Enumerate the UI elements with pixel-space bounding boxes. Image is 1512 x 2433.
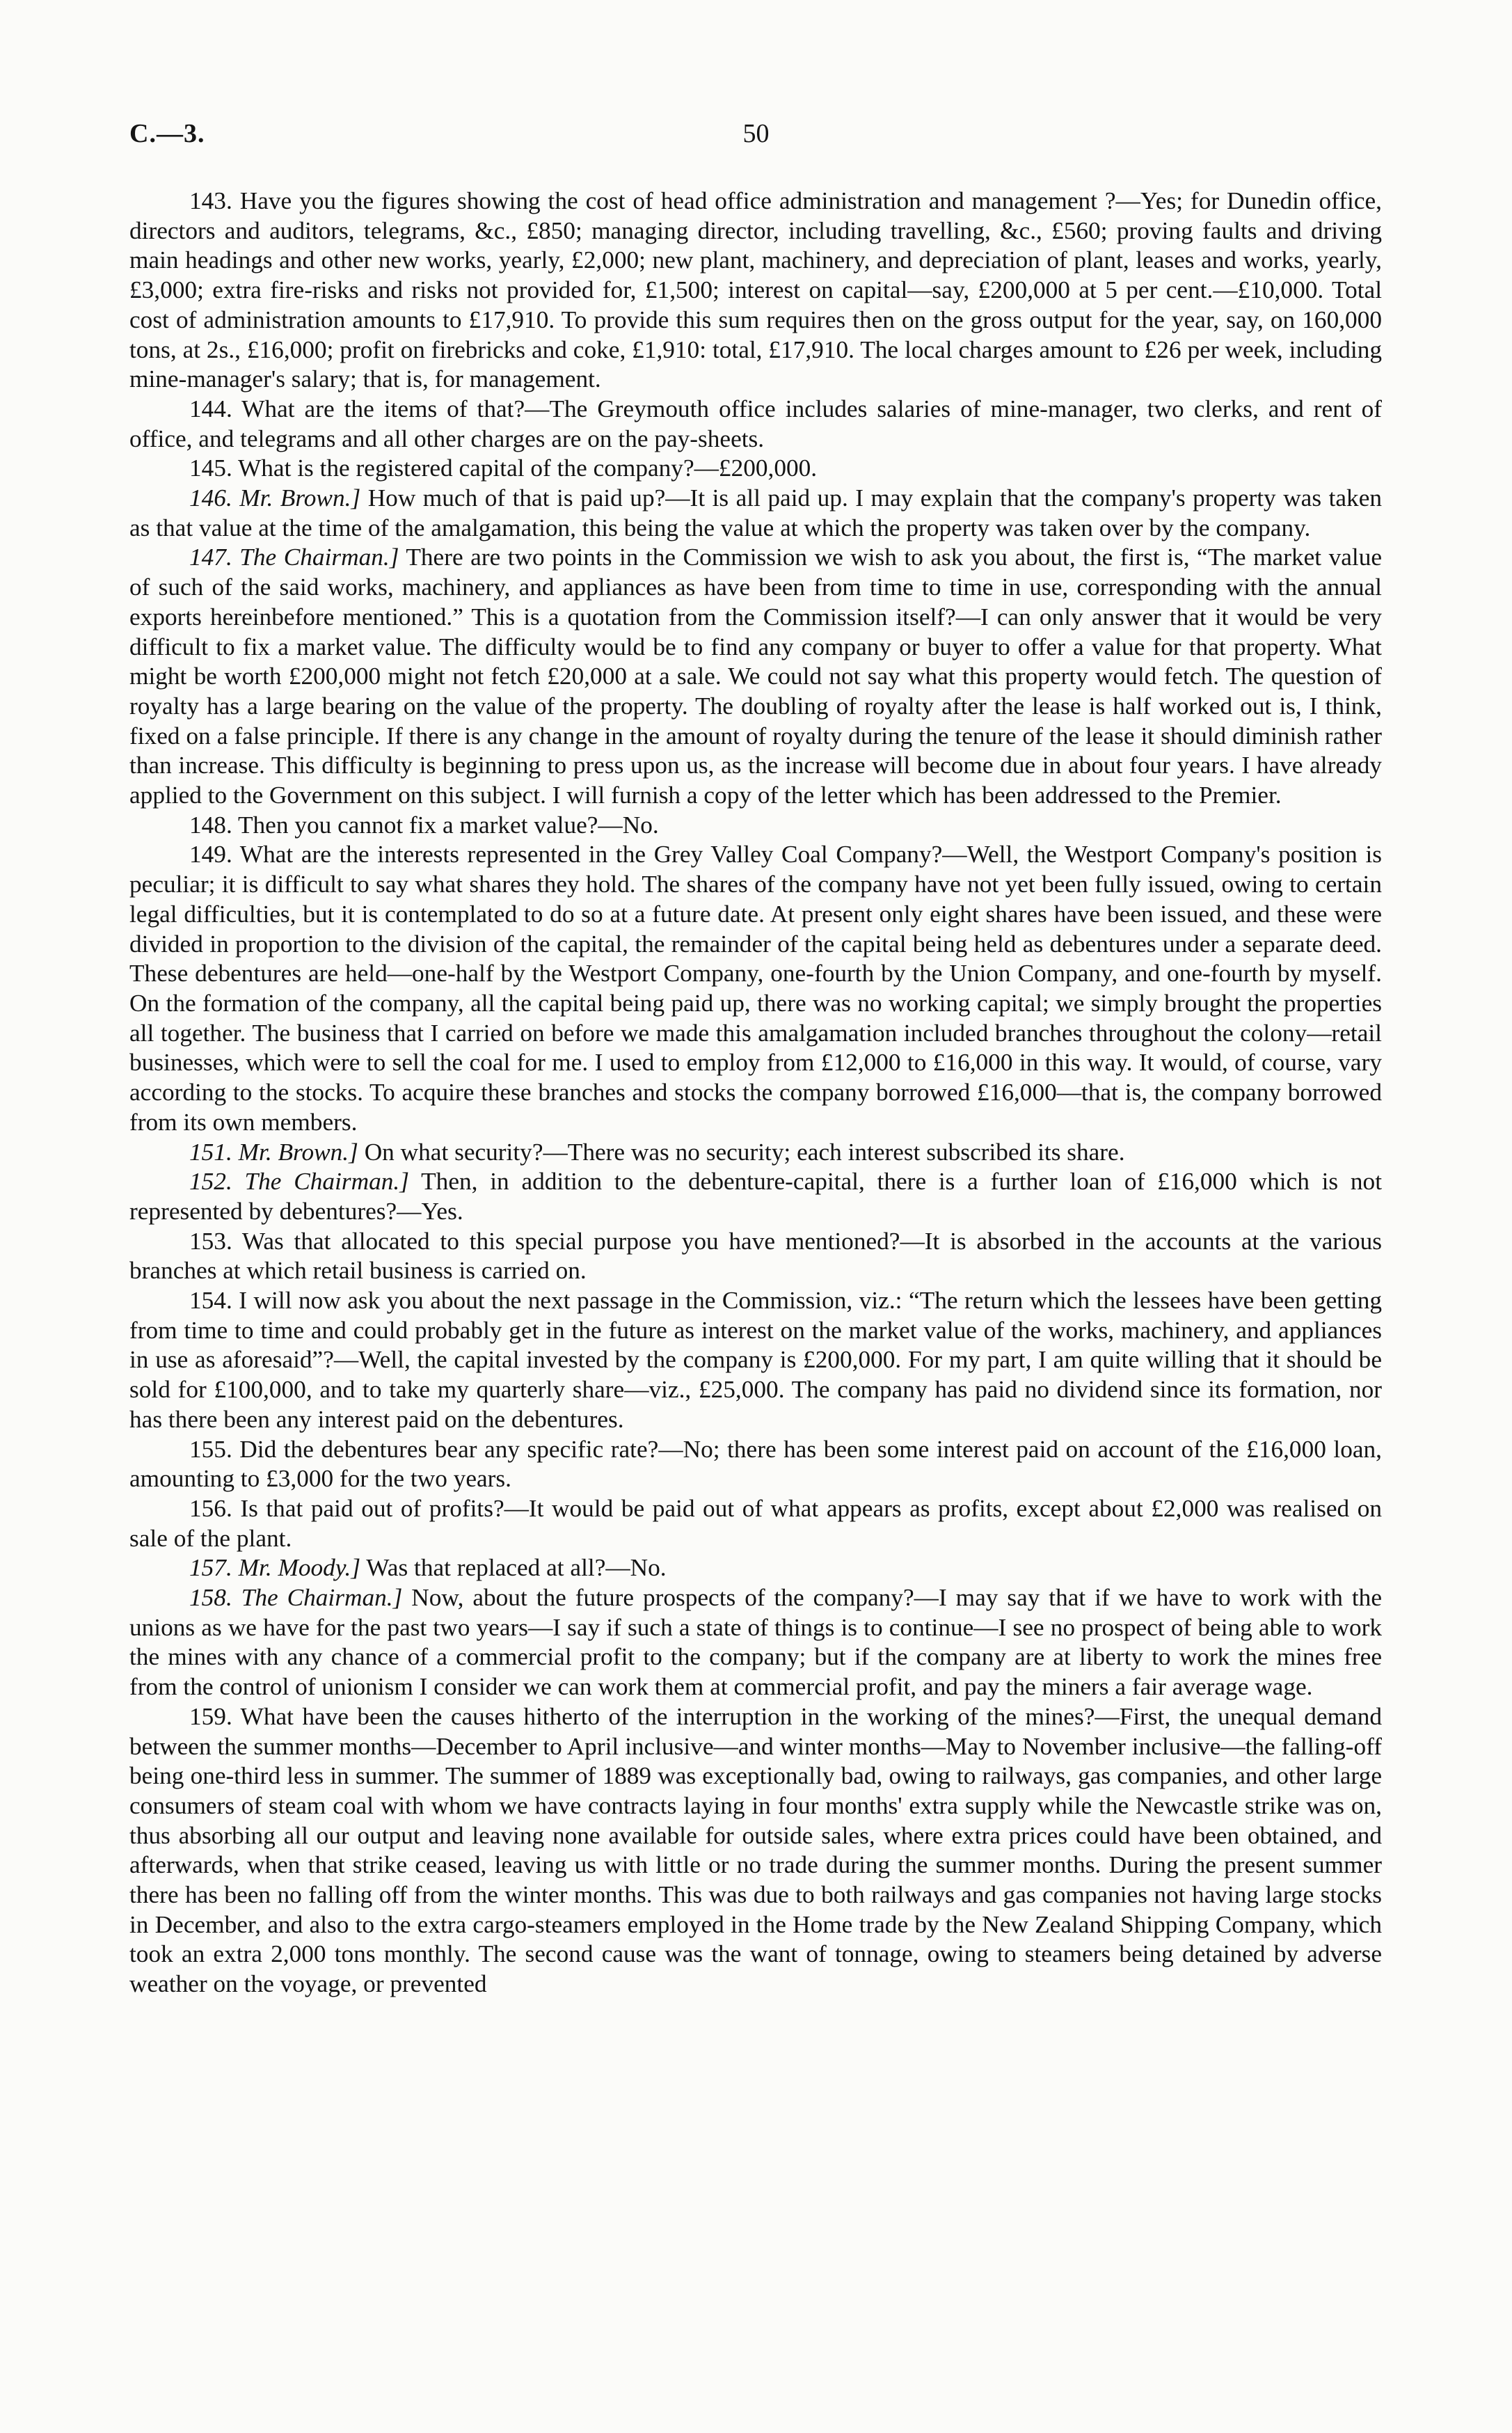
paragraph-144: 144. What are the items of that?—The Greymouth office includes salaries of mine-manager, two clerks, and rent of office, and telegrams and all other charges are on the pay-sheets. (129, 395, 1382, 452)
document-body (129, 187, 1382, 1999)
speaker-label: 152. The Chairman.] (189, 1168, 409, 1196)
paragraph-147: 147. The Chairman.] There are two points in the Commission we wish to ask you about, the first is, “The market value of such of the said works, machinery, and appliances as have been from time to time in use, corresponding with the annual exports hereinbefore mentioned.” This is a quotation from the Commission itself?—I can only answer that it would be very difficult to fix a market value. The difficulty would be to find any company or buyer to offer a value for that property. What might be worth £200,000 might not fetch £20,000 at a sale. We could not say what this property would fetch. The question of royalty has a large bearing on the value of the property. The doubling of royalty after the lease is half worked out is, I think, fixed on a false principle. If there is any change in the amount of royalty during the tenure of the lease it should diminish rather than increase. This difficulty is beginning to press upon us, as the increase will become due in about four years. I have already applied to the Government on this subject. I will furnish a copy of the letter which has been addressed to the Premier. (129, 544, 1383, 809)
speaker-label: 157. Mr. Moody.] (189, 1554, 361, 1582)
paragraph-155: 155. Did the debentures bear any specific rate?—No; there has been some interest paid on account of the £16,000 loan, amounting to £3,000 for the two years. (129, 1435, 1382, 1493)
speaker-label: 158. The Chairman.] (189, 1584, 403, 1612)
paragraph-156: 156. Is that paid out of profits?—It would be paid out of what appears as profits, except about £2,000 was realised on sale of the plant. (129, 1494, 1382, 1552)
paragraph-158: 158. The Chairman.] Now, about the future prospects of the company?—I may say that if we have to work with the unions as we have for the past two years—I say if such a state of things is to continue—I see no prospect of being able to work the mines with any chance of a commercial profit to the company; but if the company are at liberty to work the mines free from the control of unionism I consider we can work them at commercial profit, and pay the miners a fair average wage. (129, 1584, 1382, 1701)
paragraph-146: 146. Mr. Brown.] How much of that is paid up?—It is all paid up. I may explain that the company's property was taken as that value at the time of the amalgamation, this being the value at which the property was taken over by the company. (129, 484, 1383, 541)
page-header (129, 118, 1383, 160)
paragraph-145: 145. What is the registered capital of the company?—£200,000. (189, 454, 818, 482)
paragraph-159: 159. What have been the causes hitherto of the interruption in the working of the mines?—First, the unequal demand between the summer months—December to April inclusive—and winter months—May to November inclusive—the falling-off being one-third less in summer. The summer of 1889 was exceptionally bad, owing to railways, gas companies, and other large consumers of steam coal with whom we have contracts laying in four months' extra supply while the Newcastle strike was on, thus absorbing all our output and leaving none available for outside sales, where extra prices could have been obtained, and afterwards, when that strike ceased, leaving us with little or no trade during the summer months. During the present summer there has been no falling off from the winter months. This was due to both railways and gas companies not having large stocks in December, and also to the extra cargo-steamers employed in the Home trade by the New Zealand Shipping Company, which took an extra 2,000 tons monthly. The second cause was the want of tonnage, owing to steamers being detained by adverse weather on the voyage, or prevented (129, 1702, 1382, 1998)
paragraph-152: 152. The Chairman.] Then, in addition to the debenture-capital, there is a further loan of £16,000 which is not represented by debentures?—Yes. (129, 1168, 1383, 1225)
paragraph-143: 143. Have you the figures showing the cost of head office administration and management ?—Yes; for Dunedin office, directors and auditors, telegrams, &c., £850; managing director, including travelling, &c., £560; proving faults and driving main headings and other new works, yearly, £2,000; new plant, machinery, and depreciation of plant, leases and works, yearly, £3,000; extra fire-risks and risks not provided for, £1,500; interest on capital—say, £200,000 at 5 per cent.—£10,000. Total cost of administration amounts to £17,910. To provide this sum requires then on the gross output for the year, say, on 160,000 tons, at 2s., £16,000; profit on firebricks and coke, £1,910: total, £17,910. The local charges amount to £26 per week, including mine-manager's salary; that is, for management. (129, 187, 1382, 393)
paragraph-149: 149. What are the interests represented in the Grey Valley Coal Company?—Well, the Westport Company's position is peculiar; it is difficult to say what shares they hold. The shares of the company have not yet been fully issued, owing to certain legal difficulties, but it is contemplated to do so at a future date. At present only eight shares have been issued, and these were divided in proportion to the division of the capital, the remainder of the capital being held as debentures under a separate deed. These debentures are held—one-half by the Westport Company, one-fourth by the Union Company, and one-fourth by myself. On the formation of the company, all the capital being paid up, there was no working capital; we simply brought the properties all together. The business that I carried on before we made this amalgamation included branches throughout the colony—retail businesses, which were to sell the coal for me. I used to employ from £12,000 to £16,000 in this way. It would, of course, vary according to the stocks. To acquire these branches and stocks the company borrowed £16,000—that is, the company borrowed from its own members. (129, 841, 1382, 1136)
paragraph-154: 154. I will now ask you about the next passage in the Commission, viz.: “The return which the lessees have been getting from time to time and could probably get in the future as interest on the market value of the works, machinery, and appliances in use as aforesaid”?—Well, the capital invested by the company is £200,000. For my part, I am quite willing that it should be sold for £100,000, and to take my quarterly share—viz., £25,000. The company has paid no dividend since its formation, nor has there been any interest paid on the debentures. (129, 1287, 1382, 1433)
paragraph-157: 157. Mr. Moody.] Was that replaced at all?—No. (189, 1554, 667, 1582)
document-id: C.—3. (129, 119, 205, 148)
speaker-label: 151. Mr. Brown.] (189, 1138, 358, 1166)
page-number: 50 (742, 119, 770, 148)
speaker-label: 146. Mr. Brown.] (189, 484, 361, 512)
paragraph-148: 148. Then you cannot fix a market value?—No. (189, 811, 659, 839)
speaker-label: 147. The Chairman.] (189, 544, 399, 571)
paragraph-153: 153. Was that allocated to this special purpose you have mentioned?—It is absorbed in the accounts at the various branches at which retail business is carried on. (129, 1227, 1382, 1285)
paragraph-151: 151. Mr. Brown.] On what security?—There was no security; each interest subscribed its share. (189, 1138, 1125, 1166)
